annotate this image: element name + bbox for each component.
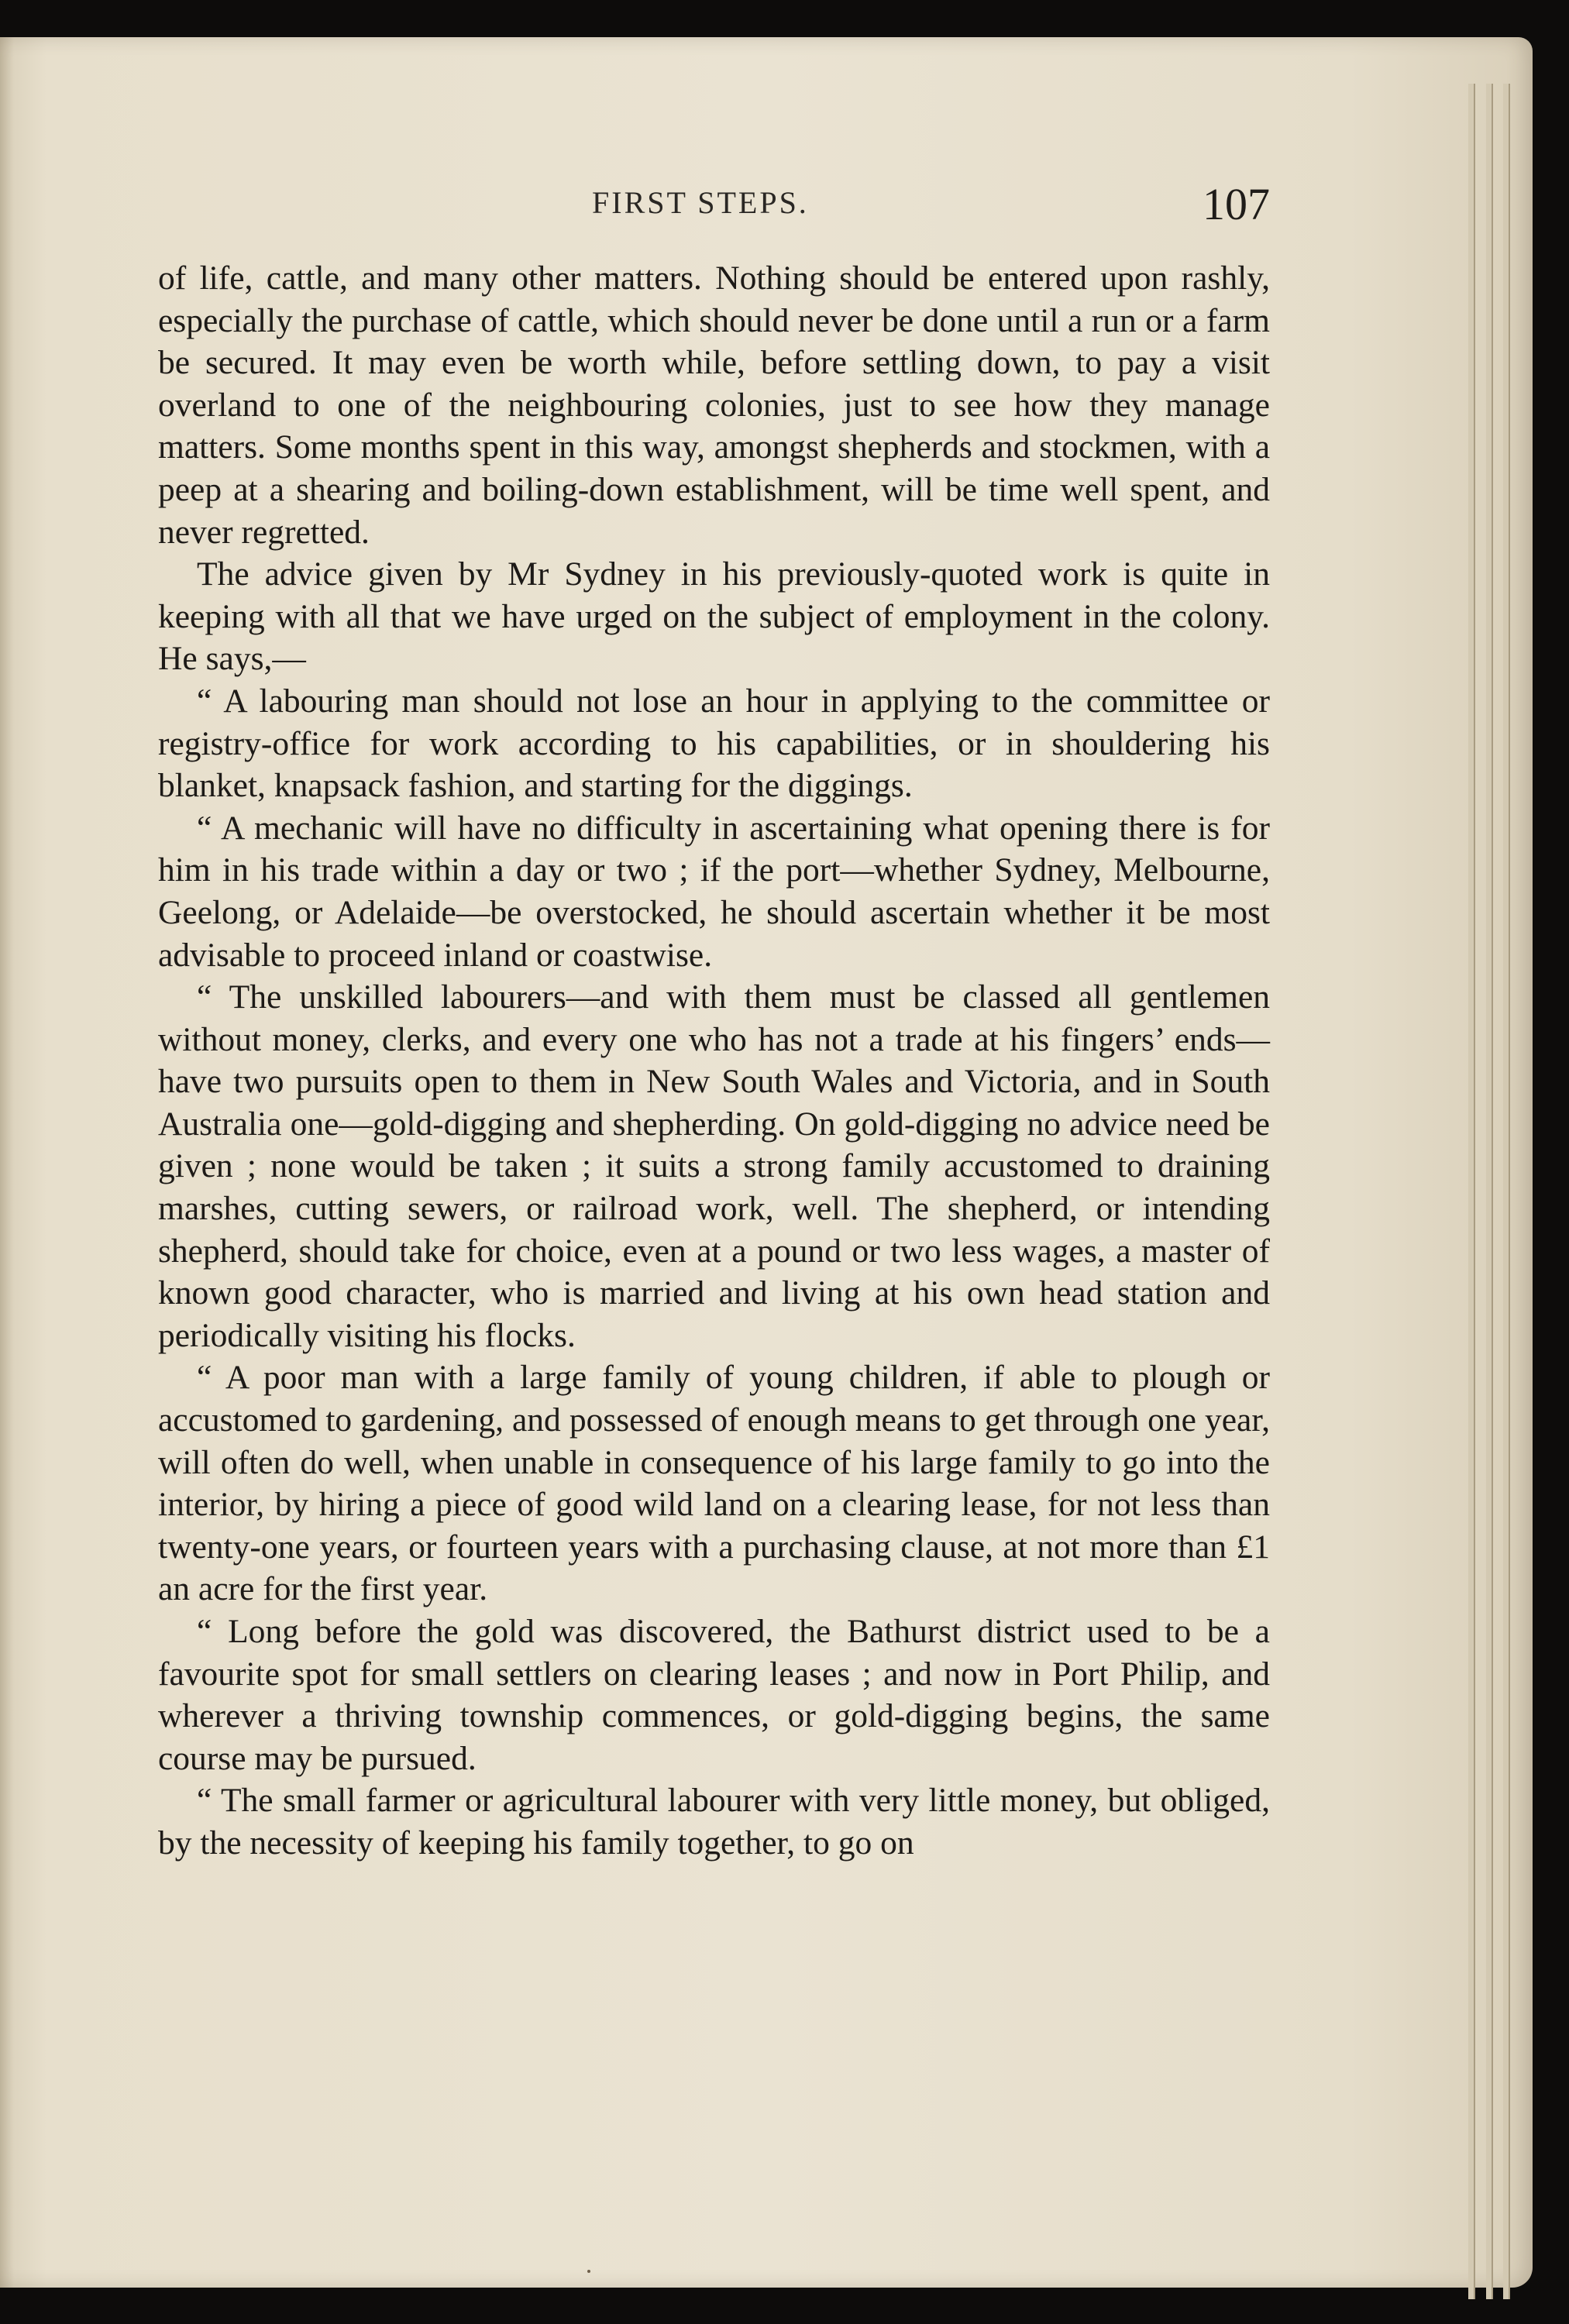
quote-paragraph: “ Long before the gold was discovered, the Bathurst district used to be a favourite spot for small settlers on clearing leases ; and now in Port Philip, and wherever a thriving township commences, or gold-digging begins, the same course may be pursued. [158,1613,1270,1777]
page-number: 107 [1203,179,1270,229]
page-header [158,178,1270,229]
quote-paragraph: “ A labouring man should not lose an hour in applying to the committee or registry-office for work according to his capabilities, or in shouldering his blanket, knapsack fashion, and starting for the diggings. [158,682,1270,805]
quote-paragraph: “ A mechanic will have no difficulty in ascertaining what opening there is for him in his trade within a day or two ; if the port—whether Sydney, Melbourne, Geelong, or Adelaide—be overstocked, he should ascertain whether it be most advisable to proceed inland or coastwise. [158,809,1270,974]
page-edge [1486,84,1493,2299]
page-edge [1503,84,1510,2299]
quote-paragraph: “ The small farmer or agricultural labourer with very little money, but obliged, by the necessity of keeping his family together, to go on [158,1782,1270,1862]
page-edge [1468,84,1475,2299]
quote-paragraph: “ The unskilled labourers—and with them must be classed all gentlemen without money, clerks, and every one who has not a trade at his fingers’ ends—have two pursuits open to them in New South Wales and Victoria, and in South Australia one—gold-digging and shepherding. On gold-digging no advice need be given ; none would be taken ; it suits a strong family accustomed to draining marshes, cutting sewers, or railroad work, well. The shepherd, or intending shepherd, should take for choice, even at a pound or two less wages, a master of known good character, who is married and living at his own head station and periodically visiting his flocks. [158,978,1270,1354]
paragraph: The advice given by Mr Sydney in his previously-quoted work is quite in keeping with all that we have urged on the subject of employment in the colony. He says,— [158,555,1270,678]
paper-speck [587,2270,590,2273]
paragraph: of life, cattle, and many other matters. Nothing should be entered upon rashly, especially the purchase of cattle, which should never be done until a run or a farm be secured. It may even be worth while, before settling down, to pay a visit overland to one of the neighbouring colonies, just to see how they manage matters. Some months spent in this way, amongst shepherds and stockmen, with a peep at a shearing and boiling-down establishment, will be time well spent, and never regretted. [158,260,1270,551]
quote-paragraph: “ A poor man with a large family of young children, if able to plough or accustomed to gardening, and possessed of enough means to get through one year, will often do well, when unable in consequence of his large family to go into the interior, by hiring a piece of good wild land on a clearing lease, for not less than twenty-one years, or fourteen years with a purchasing clause, at not more than £1 an acre for the first year. [158,1359,1270,1608]
running-head: FIRST STEPS. [592,185,809,220]
body-text [158,257,1270,1865]
